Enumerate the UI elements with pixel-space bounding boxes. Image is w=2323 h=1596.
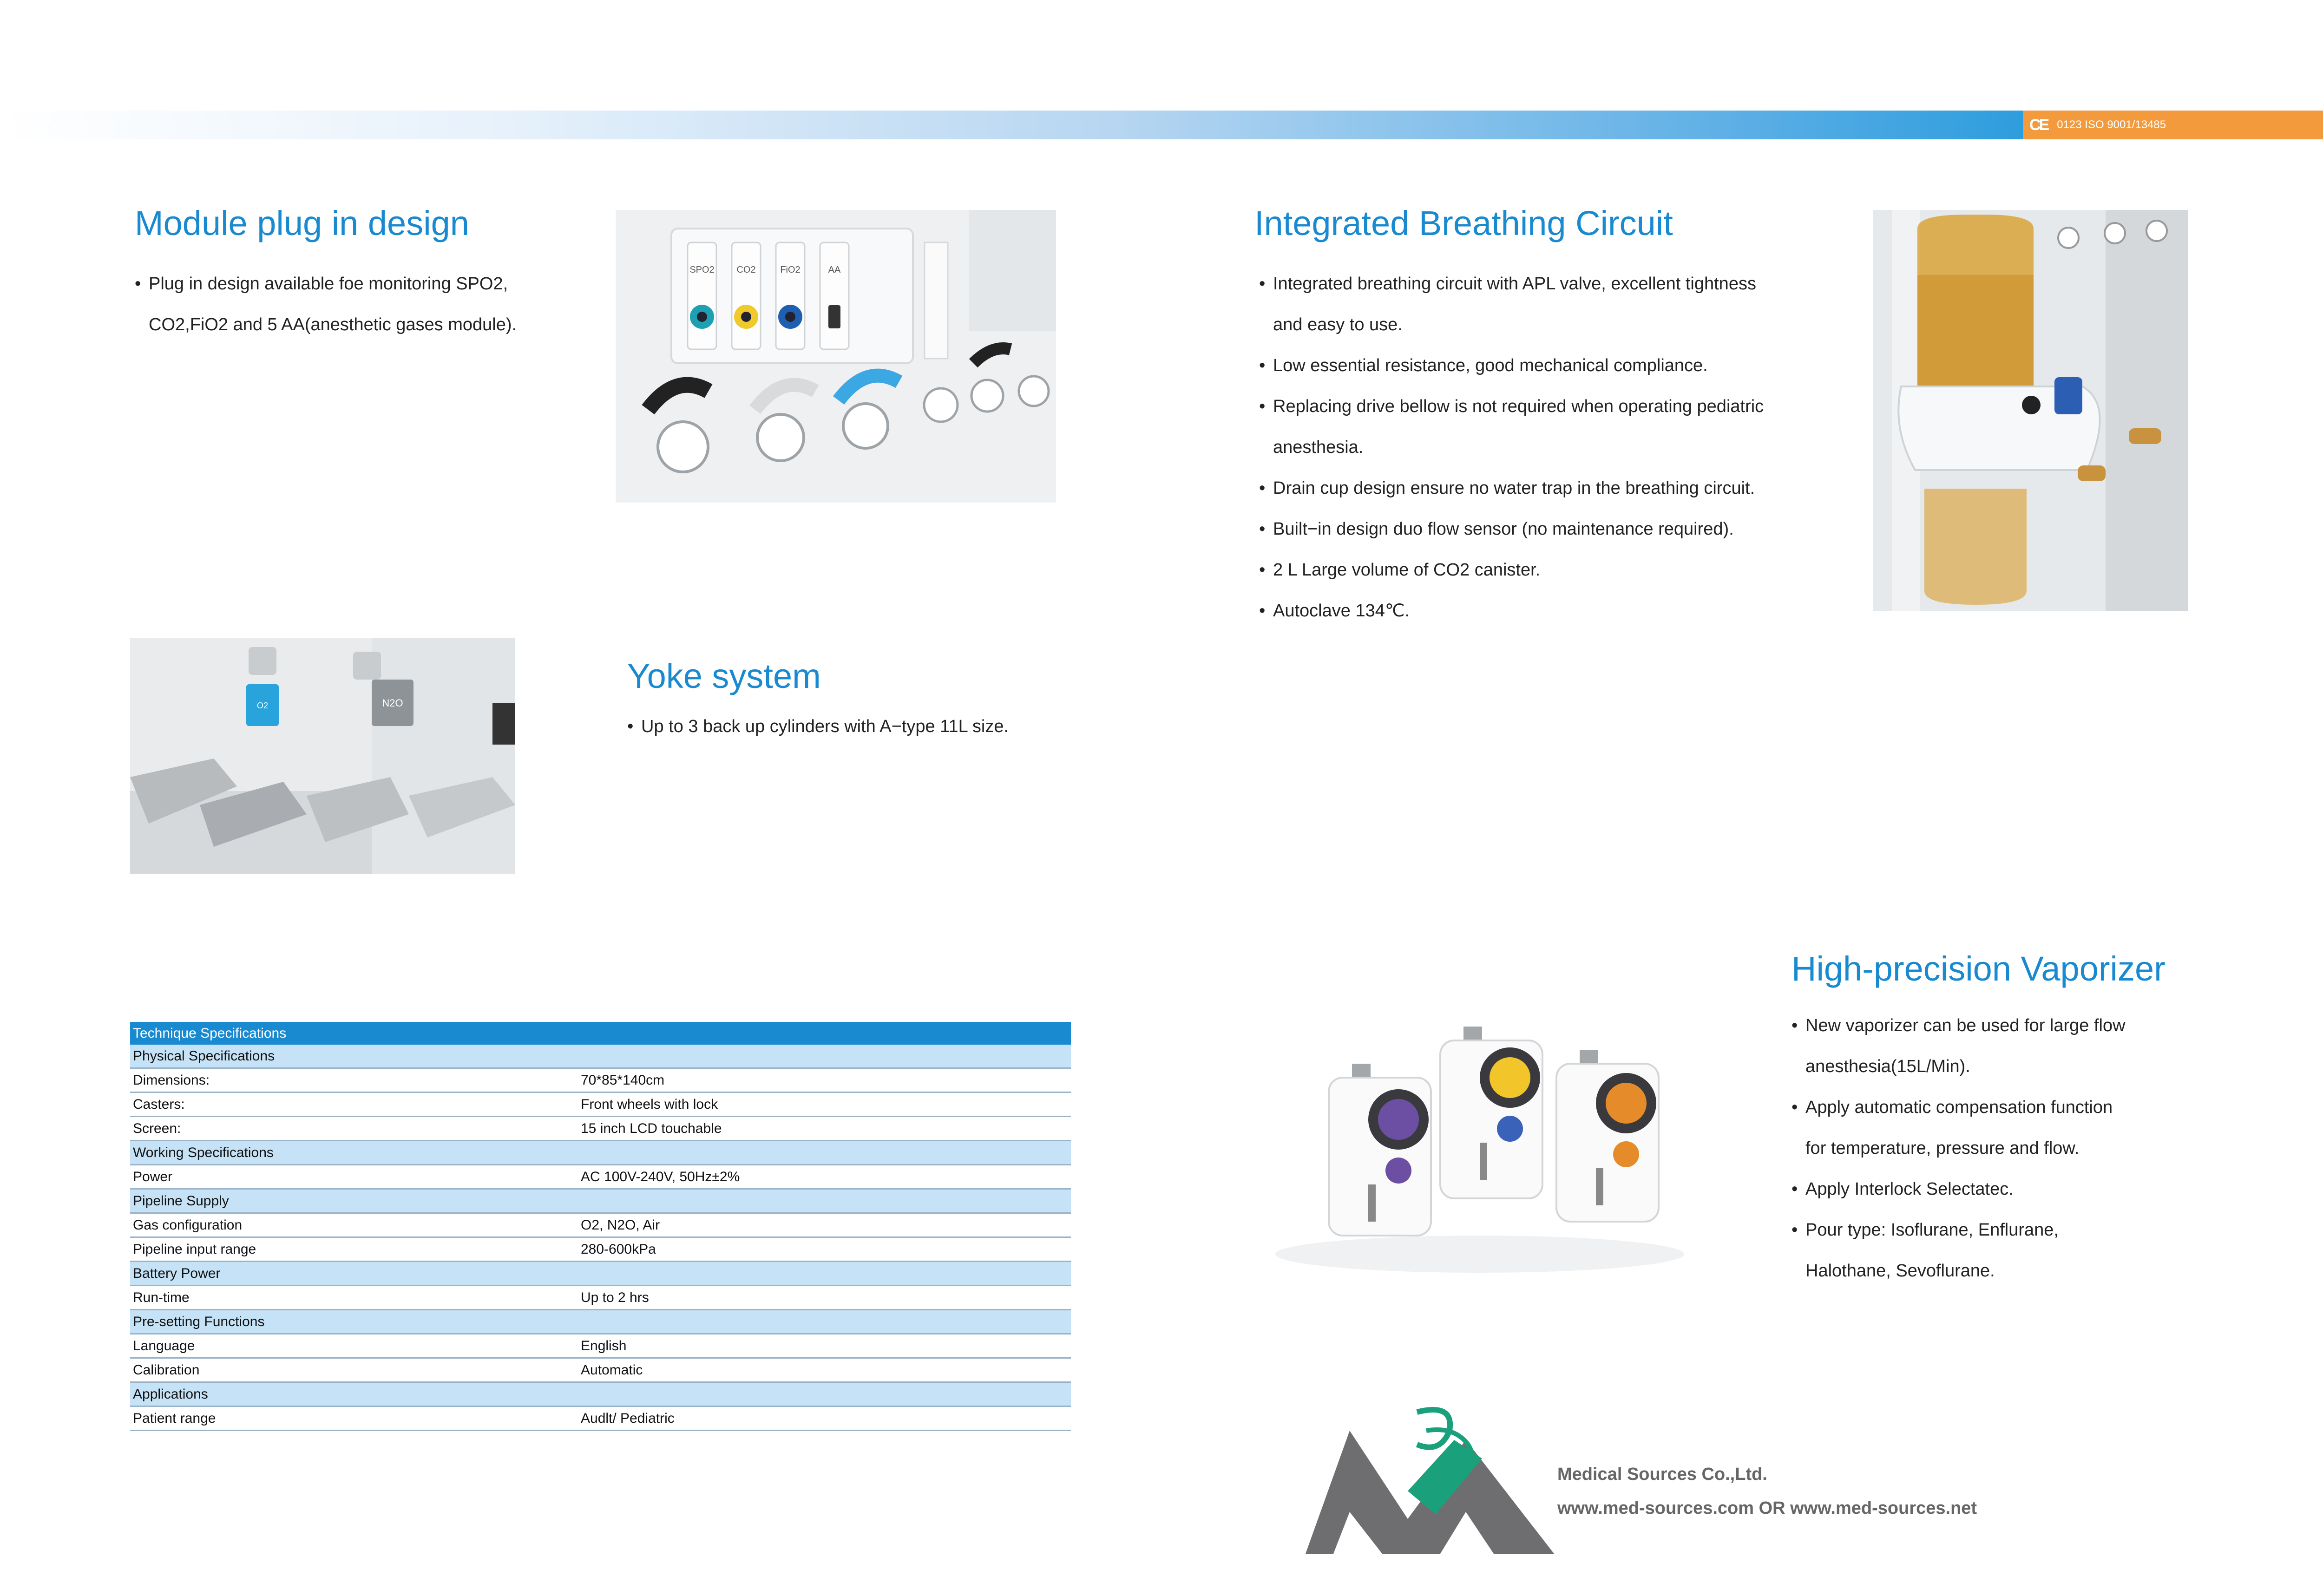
bullet-dot: • xyxy=(1791,1098,1798,1117)
vaporizer-bullet-text: for temperature, pressure and flow. xyxy=(1805,1138,2080,1158)
spec-label: Screen: xyxy=(130,1117,578,1141)
specifications-header-row xyxy=(130,1022,1071,1045)
yoke-bullet-text: Up to 3 back up cylinders with A−type 11L size. xyxy=(641,717,1009,736)
breathing-bullet-text: 2 L Large volume of CO2 canister. xyxy=(1273,560,1541,580)
breathing-title: Integrated Breathing Circuit xyxy=(1254,204,1673,242)
panel-label-co2: CO2 xyxy=(736,265,756,275)
bullet-dot: • xyxy=(135,274,141,294)
module-bullet-text: CO2,FiO2 and 5 AA(anesthetic gases module). xyxy=(149,315,517,334)
vaporizer-bullet-text: Halothane, Sevoflurane. xyxy=(1805,1261,1995,1281)
module-bullet-item xyxy=(135,263,517,304)
spec-value: Automatic xyxy=(578,1358,1071,1382)
breathing-bullet-item xyxy=(1259,590,1764,631)
spec-section-row xyxy=(130,1189,1071,1213)
spec-label: Power xyxy=(130,1165,578,1189)
breathing-bullet-item xyxy=(1259,427,1764,468)
yoke-tag-n2o: N2O xyxy=(382,697,403,709)
breathing-bullet-item xyxy=(1259,345,1764,386)
breathing-bullet-text: Low essential resistance, good mechanical compliance. xyxy=(1273,356,1708,375)
vaporizer-bullet-item xyxy=(1791,1250,2126,1291)
company-name: Medical Sources Co.,Ltd. xyxy=(1557,1465,1767,1484)
vaporizer-bullet-item xyxy=(1791,1128,2126,1169)
breathing-bullet-text: anesthesia. xyxy=(1273,438,1364,457)
breathing-bullet-text: Autoclave 134℃. xyxy=(1273,601,1410,621)
company-logo xyxy=(1301,1403,1561,1556)
module-bullet-text: Plug in design available foe monitoring SPO2, xyxy=(149,274,508,294)
spec-value xyxy=(578,1262,1071,1286)
vaporizer-title: High-precision Vaporizer xyxy=(1791,949,2166,988)
spec-row xyxy=(130,1213,1071,1237)
vaporizer-bullet-text: Apply Interlock Selectatec. xyxy=(1805,1179,2014,1199)
spec-row xyxy=(130,1068,1071,1092)
spec-row xyxy=(130,1237,1071,1262)
yoke-tag-o2: O2 xyxy=(256,701,269,710)
header-gradient-band xyxy=(0,111,2023,139)
spec-value: Audlt/ Pediatric xyxy=(578,1406,1071,1431)
spec-value xyxy=(578,1382,1071,1406)
vaporizer-photo xyxy=(1264,1013,1696,1273)
ce-mark: CE xyxy=(2029,116,2048,134)
spec-row xyxy=(130,1334,1071,1358)
spec-value xyxy=(578,1141,1071,1165)
spec-value: Up to 2 hrs xyxy=(578,1286,1071,1310)
vaporizer-bullet-item xyxy=(1791,1210,2126,1250)
module-bullets xyxy=(135,263,517,345)
spec-label: Gas configuration xyxy=(130,1213,578,1237)
spec-value: O2, N2O, Air xyxy=(578,1213,1071,1237)
spec-label: Language xyxy=(130,1334,578,1358)
yoke-system-photo xyxy=(130,638,515,874)
spec-value: AC 100V-240V, 50Hz±2% xyxy=(578,1165,1071,1189)
yoke-title: Yoke system xyxy=(627,657,821,695)
spec-label: Pipeline input range xyxy=(130,1237,578,1262)
bullet-dot: • xyxy=(1791,1220,1798,1240)
spec-label: Casters: xyxy=(130,1092,578,1117)
vaporizer-bullet-text: Apply automatic compensation function xyxy=(1805,1098,2113,1117)
yoke-bullet-item xyxy=(627,706,1009,747)
panel-label-aa: AA xyxy=(828,265,841,275)
spec-section-label: Working Specifications xyxy=(130,1141,578,1165)
spec-row xyxy=(130,1358,1071,1382)
company-website[interactable]: www.med-sources.com OR www.med-sources.net xyxy=(1557,1498,1977,1518)
spec-value: 15 inch LCD touchable xyxy=(578,1117,1071,1141)
breathing-bullet-item xyxy=(1259,549,1764,590)
spec-section-label: Applications xyxy=(130,1382,578,1406)
breathing-bullet-text: Replacing drive bellow is not required when operating pediatric xyxy=(1273,397,1764,416)
spec-value: 70*85*140cm xyxy=(578,1068,1071,1092)
breathing-circuit-photo xyxy=(1873,210,2188,611)
specifications-table xyxy=(130,1022,1071,1431)
breathing-bullet-item xyxy=(1259,304,1764,345)
spec-section-label: Physical Specifications xyxy=(130,1045,578,1068)
spec-value xyxy=(578,1189,1071,1213)
spec-section-label: Pipeline Supply xyxy=(130,1189,578,1213)
breathing-bullet-text: Drain cup design ensure no water trap in the breathing circuit. xyxy=(1273,478,1755,498)
spec-row xyxy=(130,1092,1071,1117)
spec-label: Calibration xyxy=(130,1358,578,1382)
certification-band xyxy=(2023,111,2323,139)
spec-section-row xyxy=(130,1310,1071,1334)
certification-text: 0123 ISO 9001/13485 xyxy=(2057,118,2166,131)
spec-section-row xyxy=(130,1262,1071,1286)
breathing-bullet-item xyxy=(1259,509,1764,549)
breathing-bullet-text: Integrated breathing circuit with APL valve, excellent tightness xyxy=(1273,274,1756,294)
panel-label-spo2: SPO2 xyxy=(689,265,715,275)
spec-label: Patient range xyxy=(130,1406,578,1431)
bullet-dot: • xyxy=(1259,601,1266,621)
spec-section-row xyxy=(130,1382,1071,1406)
spec-value: Front wheels with lock xyxy=(578,1092,1071,1117)
module-title: Module plug in design xyxy=(135,204,469,242)
spec-row xyxy=(130,1117,1071,1141)
spec-section-row xyxy=(130,1141,1071,1165)
spec-label: Dimensions: xyxy=(130,1068,578,1092)
spec-section-row xyxy=(130,1045,1071,1068)
spec-row xyxy=(130,1165,1071,1189)
vaporizer-bullets xyxy=(1791,1005,2126,1291)
breathing-bullet-item xyxy=(1259,386,1764,427)
bullet-dot: • xyxy=(1259,397,1266,416)
bullet-dot: • xyxy=(1791,1016,1798,1035)
breathing-bullet-item xyxy=(1259,468,1764,509)
breathing-bullet-text: Built−in design duo flow sensor (no maintenance required). xyxy=(1273,519,1734,539)
yoke-bullets xyxy=(627,706,1009,747)
breathing-bullets xyxy=(1259,263,1764,631)
bullet-dot: • xyxy=(1791,1179,1798,1199)
bullet-dot: • xyxy=(1259,274,1266,294)
vaporizer-bullet-item xyxy=(1791,1046,2126,1087)
vaporizer-bullet-item xyxy=(1791,1087,2126,1128)
vaporizer-bullet-item xyxy=(1791,1169,2126,1210)
spec-section-label: Battery Power xyxy=(130,1262,578,1286)
spec-row xyxy=(130,1406,1071,1431)
spec-value: 280-600kPa xyxy=(578,1237,1071,1262)
spec-row xyxy=(130,1286,1071,1310)
specifications-title: Technique Specifications xyxy=(130,1022,1071,1045)
breathing-bullet-text: and easy to use. xyxy=(1273,315,1403,334)
vaporizer-bullet-text: Pour type: Isoflurane, Enflurane, xyxy=(1805,1220,2059,1240)
bullet-dot: • xyxy=(1259,519,1266,539)
vaporizer-bullet-text: New vaporizer can be used for large flow xyxy=(1805,1016,2126,1035)
panel-label-fio2: FiO2 xyxy=(780,265,801,275)
bullet-dot: • xyxy=(1259,560,1266,580)
spec-value xyxy=(578,1045,1071,1068)
breathing-bullet-item xyxy=(1259,263,1764,304)
spec-section-label: Pre-setting Functions xyxy=(130,1310,578,1334)
vaporizer-bullet-text: anesthesia(15L/Min). xyxy=(1805,1057,1970,1076)
bullet-dot: • xyxy=(1259,356,1266,375)
vaporizer-bullet-item xyxy=(1791,1005,2126,1046)
module-panel-photo xyxy=(616,210,1056,503)
spec-label: Run-time xyxy=(130,1286,578,1310)
spec-value xyxy=(578,1310,1071,1334)
bullet-dot: • xyxy=(627,717,634,736)
bullet-dot: • xyxy=(1259,478,1266,498)
spec-value: English xyxy=(578,1334,1071,1358)
module-bullet-item xyxy=(135,304,517,345)
